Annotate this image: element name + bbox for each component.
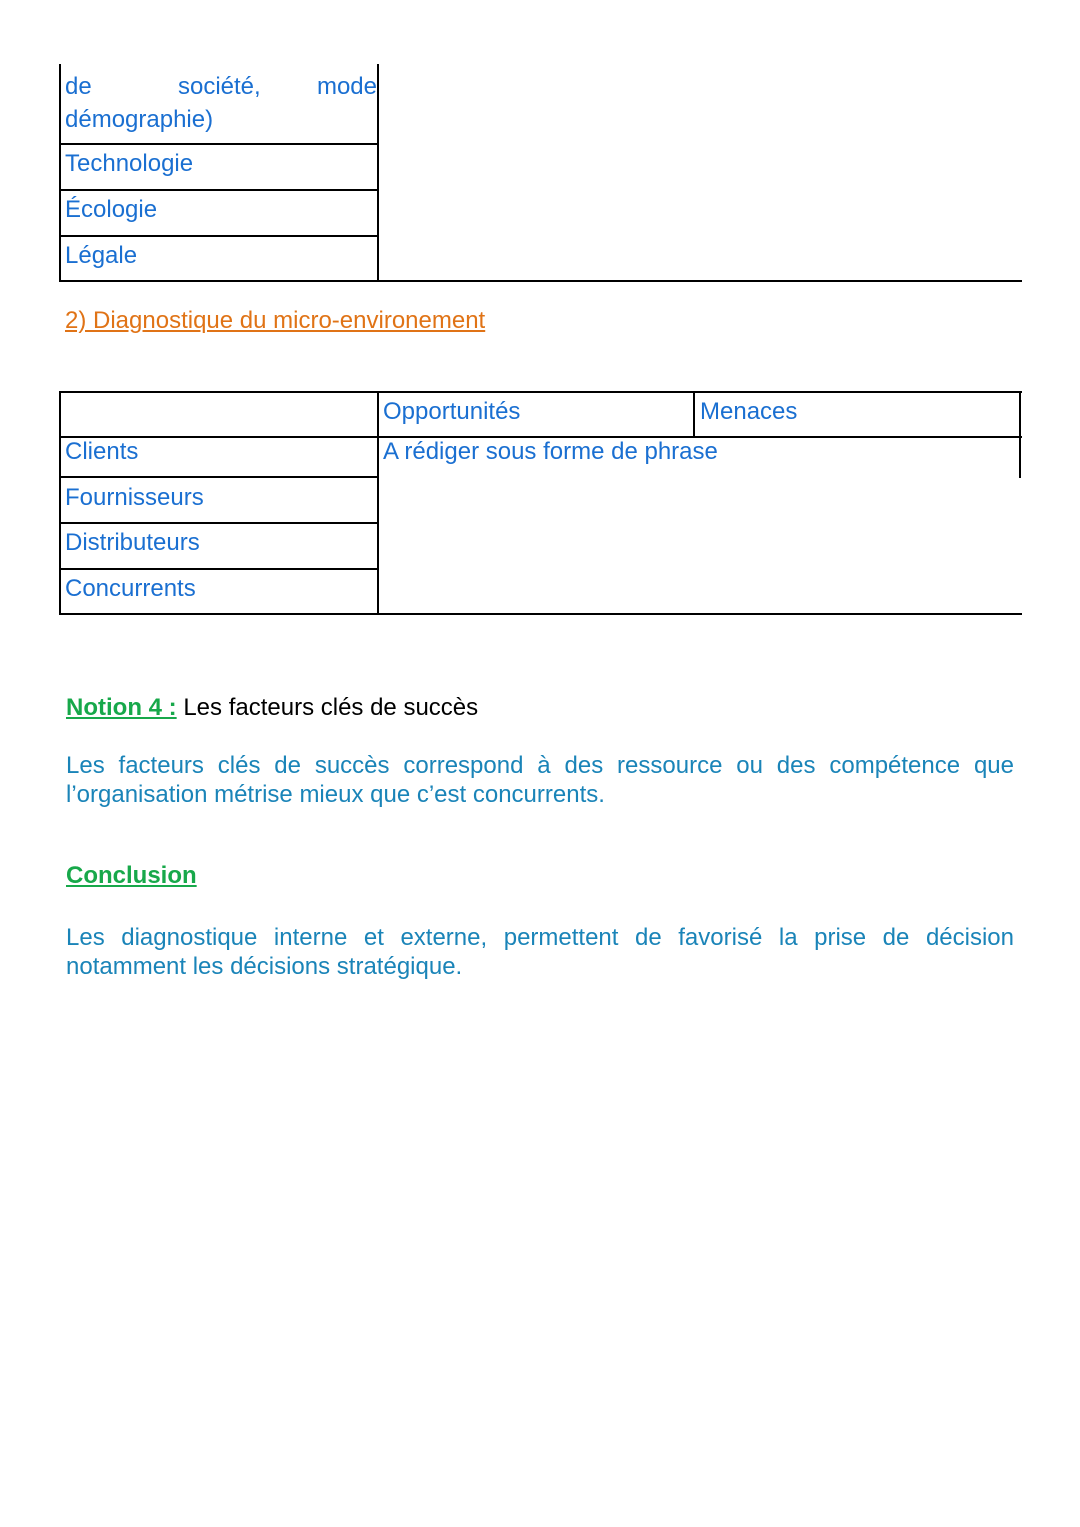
micro-table-bottom-border bbox=[59, 613, 1022, 615]
notion4-paragraph bbox=[66, 751, 1014, 809]
partial-word-mode: mode bbox=[316, 73, 377, 100]
macro-table-col-divider bbox=[377, 64, 379, 282]
micro-table-line bbox=[59, 522, 379, 524]
micro-row-concurrents: Concurrents bbox=[65, 575, 196, 602]
micro-table-line bbox=[59, 476, 379, 478]
micro-table-line bbox=[59, 568, 379, 570]
conclusion-heading: Conclusion bbox=[66, 862, 197, 889]
micro-table-top-border bbox=[59, 391, 1022, 393]
micro-table-right-border bbox=[1019, 391, 1021, 478]
partial-word-de: de bbox=[65, 73, 92, 100]
macro-table-line bbox=[59, 235, 379, 237]
conclusion-paragraph-line1: Les diagnostique interne et externe, permettent de favorisé la prise de décision bbox=[66, 924, 1014, 951]
notion4-heading bbox=[66, 694, 478, 722]
conclusion-paragraph bbox=[66, 923, 1014, 981]
micro-table-col-divider bbox=[377, 391, 379, 615]
notion4-paragraph-line1: Les facteurs clés de succès correspond à des ressource ou des compétence que bbox=[66, 752, 1014, 779]
macro-row-ecologie: Écologie bbox=[65, 196, 158, 223]
micro-table-instruction: A rédiger sous forme de phrase bbox=[383, 438, 718, 465]
header-opportunites: Opportunités bbox=[383, 398, 521, 425]
section-heading-micro-environment: 2) Diagnostique du micro-environement bbox=[65, 307, 486, 334]
macro-table-line bbox=[59, 143, 379, 145]
conclusion-paragraph-line2: notamment les décisions stratégique. bbox=[66, 953, 463, 980]
macro-row-legale: Légale bbox=[65, 242, 138, 269]
notion4-title: Les facteurs clés de succès bbox=[183, 694, 479, 721]
macro-row-technologie: Technologie bbox=[65, 150, 194, 177]
micro-table-left-border bbox=[59, 391, 61, 615]
macro-table-left-border bbox=[59, 64, 61, 282]
macro-table-partial-cell bbox=[65, 70, 377, 136]
micro-row-clients: Clients bbox=[65, 438, 139, 465]
micro-row-distributeurs: Distributeurs bbox=[65, 529, 200, 556]
micro-row-fournisseurs: Fournisseurs bbox=[65, 484, 204, 511]
partial-line-demographie: démographie) bbox=[65, 106, 214, 133]
header-menaces: Menaces bbox=[700, 398, 798, 425]
micro-table-header-divider bbox=[693, 391, 695, 438]
notion4-label: Notion 4 : bbox=[66, 694, 177, 721]
notion4-paragraph-line2: l’organisation métrise mieux que c’est concurrents. bbox=[66, 781, 605, 808]
macro-table-line bbox=[59, 189, 379, 191]
macro-table-bottom-border bbox=[59, 280, 1022, 282]
partial-word-societe: société, bbox=[177, 73, 261, 100]
